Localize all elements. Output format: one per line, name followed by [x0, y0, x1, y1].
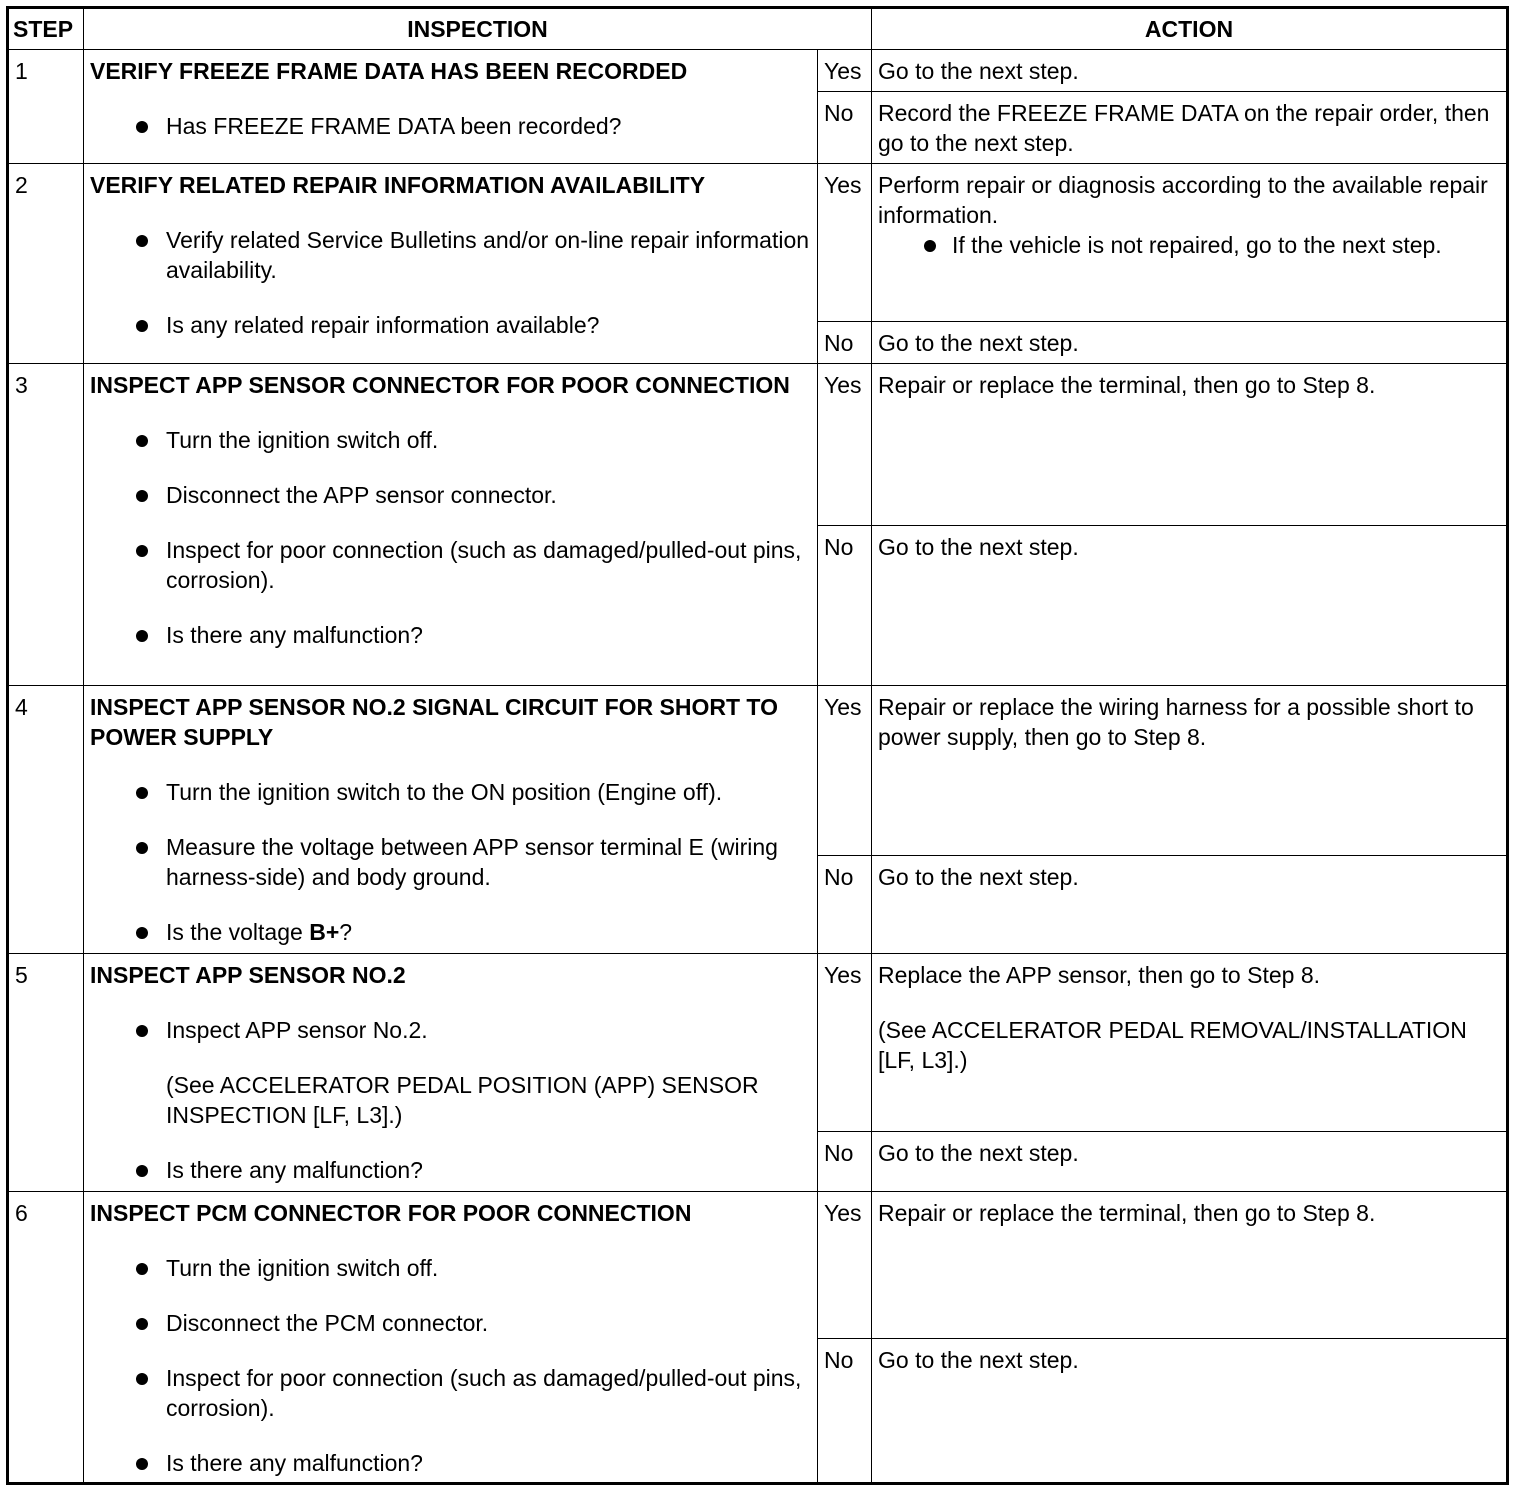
inspection-bullet: Turn the ignition switch to the ON position (Engine off).	[90, 777, 811, 807]
yes-action-cell	[872, 164, 1508, 322]
action-header: ACTION	[872, 8, 1508, 50]
step-title: INSPECT APP SENSOR NO.2 SIGNAL CIRCUIT FOR SHORT TO POWER SUPPLY	[90, 694, 778, 750]
inspection-cell	[84, 50, 818, 164]
step-3-yes-row	[8, 364, 1508, 526]
no-action: Go to the next step.	[872, 1339, 1508, 1484]
no-label: No	[818, 92, 872, 164]
step-number: 3	[8, 364, 84, 686]
inspection-bullet: Is any related repair information available?	[90, 310, 811, 340]
inspection-bullet: Inspect for poor connection (such as damaged/pulled-out pins, corrosion).	[90, 1363, 811, 1423]
step-title: VERIFY RELATED REPAIR INFORMATION AVAILABILITY	[90, 172, 706, 198]
yes-label: Yes	[818, 1192, 872, 1339]
inspection-header: INSPECTION	[84, 8, 872, 50]
yes-action: Repair or replace the wiring harness for a possible short to power supply, then go to Step 8.	[872, 686, 1508, 856]
inspection-bullet: Disconnect the APP sensor connector.	[90, 480, 811, 510]
no-label: No	[818, 1132, 872, 1192]
step-number: 2	[8, 164, 84, 364]
step-title: INSPECT APP SENSOR NO.2	[90, 962, 406, 988]
inspection-cell	[84, 164, 818, 364]
inspection-cell	[84, 954, 818, 1192]
step-5-yes-row	[8, 954, 1508, 1132]
inspection-bullet: Inspect for poor connection (such as damaged/pulled-out pins, corrosion).	[90, 535, 811, 595]
inspection-bullet: Is there any malfunction?	[90, 1155, 811, 1185]
inspection-bullet: Verify related Service Bulletins and/or on-line repair information availability.	[90, 225, 811, 285]
no-action: Record the FREEZE FRAME DATA on the repair order, then go to the next step.	[872, 92, 1508, 164]
yes-action: Go to the next step.	[872, 50, 1508, 92]
inspection-bullet	[90, 917, 811, 947]
no-label: No	[818, 1339, 872, 1484]
inspection-bullet: Turn the ignition switch off.	[90, 425, 811, 455]
yes-reference: (See ACCELERATOR PEDAL REMOVAL/INSTALLATION [LF, L3].)	[878, 1017, 1467, 1073]
yes-label: Yes	[818, 364, 872, 526]
step-1-yes-row	[8, 50, 1508, 92]
bullet-reference: (See ACCELERATOR PEDAL POSITION (APP) SENSOR INSPECTION [LF, L3].)	[166, 1072, 759, 1128]
bullet-suffix: ?	[339, 919, 353, 945]
no-label: No	[818, 322, 872, 364]
inspection-bullet: Disconnect the PCM connector.	[90, 1308, 811, 1338]
bullet-bold-text: B+	[309, 919, 340, 945]
no-action: Go to the next step.	[872, 856, 1508, 954]
bullet-text: Is the voltage	[166, 919, 310, 945]
no-action: Go to the next step.	[872, 1132, 1508, 1192]
yes-action: Repair or replace the terminal, then go to Step 8.	[872, 364, 1508, 526]
yes-label: Yes	[818, 164, 872, 322]
inspection-cell	[84, 1192, 818, 1484]
inspection-cell	[84, 364, 818, 686]
inspection-bullet: Measure the voltage between APP sensor terminal E (wiring harness-side) and body ground.	[90, 832, 811, 892]
inspection-bullet: Has FREEZE FRAME DATA been recorded?	[90, 111, 811, 141]
step-header: STEP	[8, 8, 84, 50]
no-action: Go to the next step.	[872, 322, 1508, 364]
step-number: 4	[8, 686, 84, 954]
diagnostic-table	[6, 6, 1509, 1485]
step-title: INSPECT PCM CONNECTOR FOR POOR CONNECTION	[90, 1200, 692, 1226]
yes-action: Replace the APP sensor, then go to Step 8.	[878, 962, 1320, 988]
no-label: No	[818, 856, 872, 954]
step-2-yes-row	[8, 164, 1508, 322]
step-title: INSPECT APP SENSOR CONNECTOR FOR POOR CONNECTION	[90, 372, 790, 398]
inspection-bullet: Turn the ignition switch off.	[90, 1253, 811, 1283]
yes-label: Yes	[818, 954, 872, 1132]
action-bullet: If the vehicle is not repaired, go to the next step.	[878, 230, 1500, 260]
yes-action: Repair or replace the terminal, then go to Step 8.	[872, 1192, 1508, 1339]
inspection-cell	[84, 686, 818, 954]
step-number: 6	[8, 1192, 84, 1484]
yes-action-cell	[872, 954, 1508, 1132]
no-label: No	[818, 526, 872, 686]
inspection-bullet: Is there any malfunction?	[90, 620, 811, 650]
yes-action: Perform repair or diagnosis according to the available repair information.	[878, 172, 1488, 228]
yes-label: Yes	[818, 686, 872, 856]
step-number: 1	[8, 50, 84, 164]
header-row	[8, 8, 1508, 50]
inspection-bullet	[90, 1015, 811, 1130]
bullet-text: Inspect APP sensor No.2.	[166, 1017, 428, 1043]
step-4-yes-row	[8, 686, 1508, 856]
step-6-yes-row	[8, 1192, 1508, 1339]
inspection-bullet: Is there any malfunction?	[90, 1448, 811, 1478]
no-action: Go to the next step.	[872, 526, 1508, 686]
step-title: VERIFY FREEZE FRAME DATA HAS BEEN RECORDED	[90, 58, 688, 84]
step-number: 5	[8, 954, 84, 1192]
yes-label: Yes	[818, 50, 872, 92]
